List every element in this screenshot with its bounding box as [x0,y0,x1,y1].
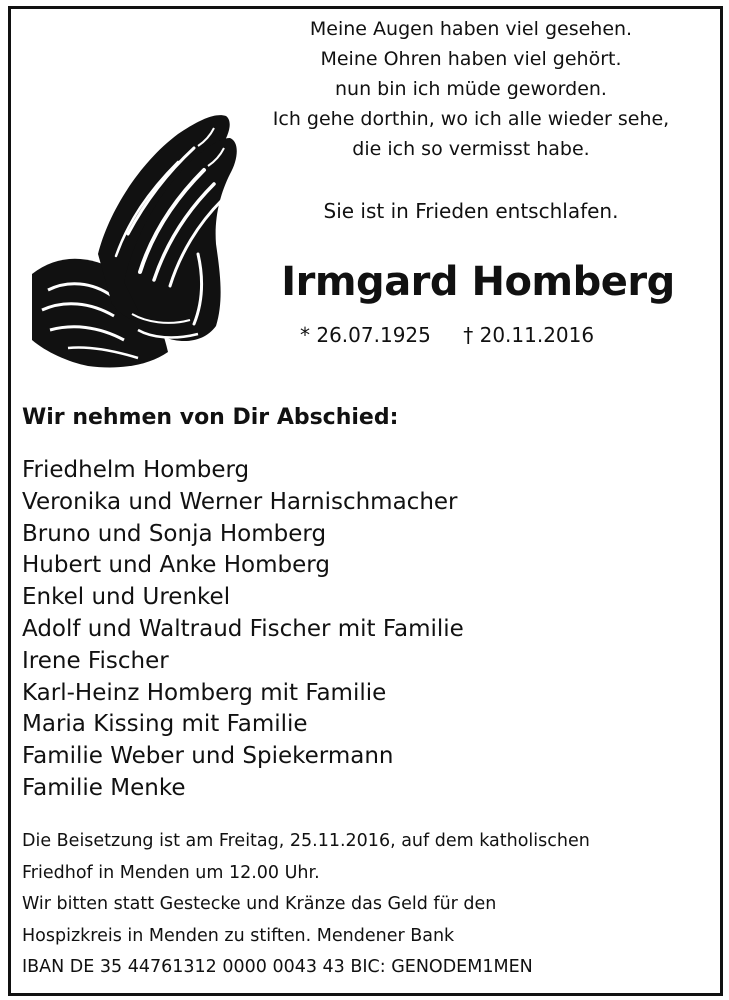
notice-line: Die Beisetzung ist am Freitag, 25.11.2016, auf dem katholischen [22,831,590,851]
farewell-heading: Wir nehmen von Dir Abschied: [22,405,399,430]
list-item: Hubert und Anke Homberg [22,552,330,579]
birth-symbol: * [300,323,310,347]
notice-line: Wir bitten statt Gestecke und Kränze das Geld für den [22,894,497,914]
death-symbol: † [463,323,474,347]
peace-line: Sie ist in Frieden entschlafen. [323,199,619,223]
poem-line: Ich gehe dorthin, wo ich alle wieder sehe, [272,108,670,130]
poem-line: Meine Ohren haben viel gehört. [320,48,622,70]
list-item: Familie Weber und Spiekermann [22,743,394,770]
notice-line: IBAN DE 35 44761312 0000 0043 43 BIC: GENODEM1MEN [22,957,533,977]
notice-line: Friedhof in Menden um 12.00 Uhr. [22,862,320,883]
poem-line: die ich so vermisst habe. [352,138,590,160]
funeral-notice [22,826,590,984]
list-item: Irene Fischer [22,647,169,674]
list-item: Familie Menke [22,774,186,801]
praying-hands-icon [28,104,246,372]
birth-date: 26.07.1925 [316,323,431,347]
poem-line: nun bin ich müde geworden. [335,78,607,100]
deceased-name: Irmgard Homberg [281,259,675,305]
list-item: Bruno und Sonja Homberg [22,520,327,547]
poem-line: Meine Augen haben viel gesehen. [309,18,633,40]
list-item: Enkel und Urenkel [22,584,231,611]
notice-line: Hospizkreis in Menden zu stiften. Mendener Bank [22,925,455,946]
poem [250,14,692,164]
list-item: Adolf und Waltraud Fischer mit Familie [22,615,464,642]
mourners-list [22,455,464,805]
list-item: Maria Kissing mit Familie [22,711,308,738]
list-item: Veronika und Werner Harnischmacher [22,488,458,515]
death-date: 20.11.2016 [479,323,595,347]
list-item: Friedhelm Homberg [22,457,250,483]
list-item: Karl-Heinz Homberg mit Familie [22,679,387,706]
life-dates [300,320,660,350]
